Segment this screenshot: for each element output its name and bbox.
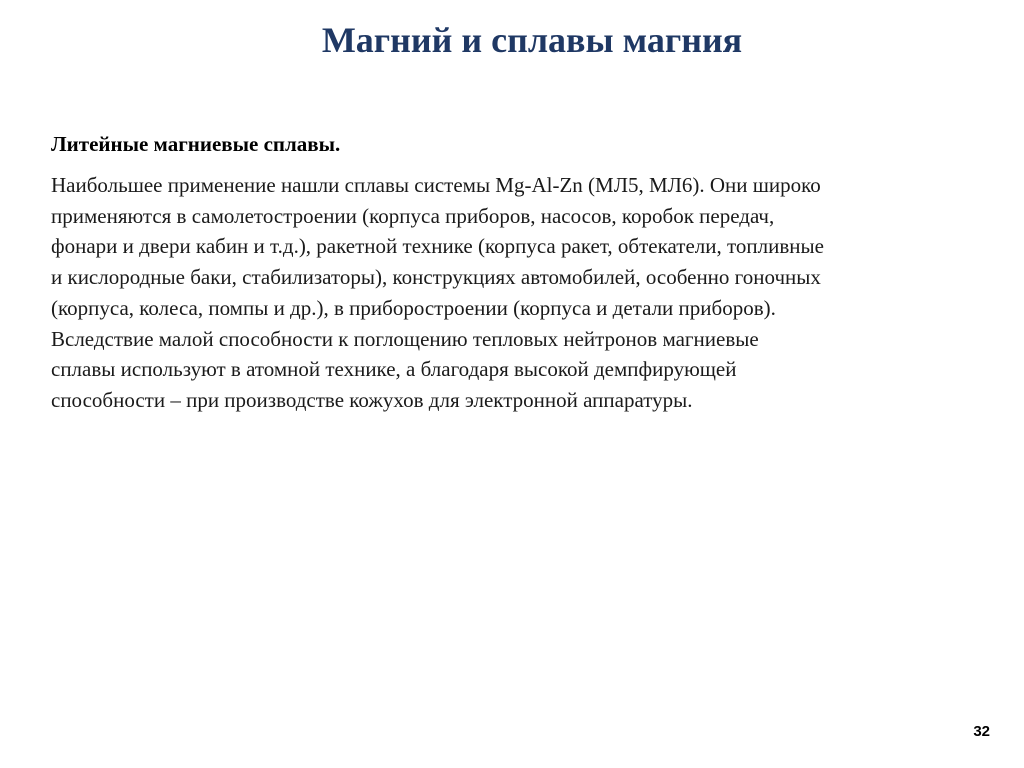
body-line: сплавы используют в атомной технике, а благодаря высокой демпфирующей	[51, 357, 737, 382]
body-line: (корпуса, колеса, помпы и др.), в приборостроении (корпуса и детали приборов).	[51, 295, 776, 320]
body-line: применяются в самолетостроении (корпуса приборов, насосов, коробок передач,	[51, 203, 775, 228]
body-line: Вследствие малой способности к поглощению тепловых нейтронов магниевые	[51, 326, 759, 351]
body-line: и кислородные баки, стабилизаторы), конструкциях автомобилей, особенно гоночных	[51, 265, 821, 290]
body-line: способности – при производстве кожухов для электронной аппаратуры.	[51, 387, 693, 412]
body-line: Наибольшее применение нашли сплавы системы Mg-Al-Zn (МЛ5, МЛ6). Они широко	[51, 173, 821, 197]
section-subheading: Литейные магниевые сплавы.	[51, 132, 341, 156]
slide-title: Магний и сплавы магния	[321, 20, 743, 60]
slide-content	[51, 130, 1001, 416]
page-number: 32	[973, 723, 990, 740]
body-paragraph	[51, 170, 1001, 416]
body-line: фонари и двери кабин и т.д.), ракетной технике (корпуса ракет, обтекатели, топливные	[51, 234, 824, 259]
